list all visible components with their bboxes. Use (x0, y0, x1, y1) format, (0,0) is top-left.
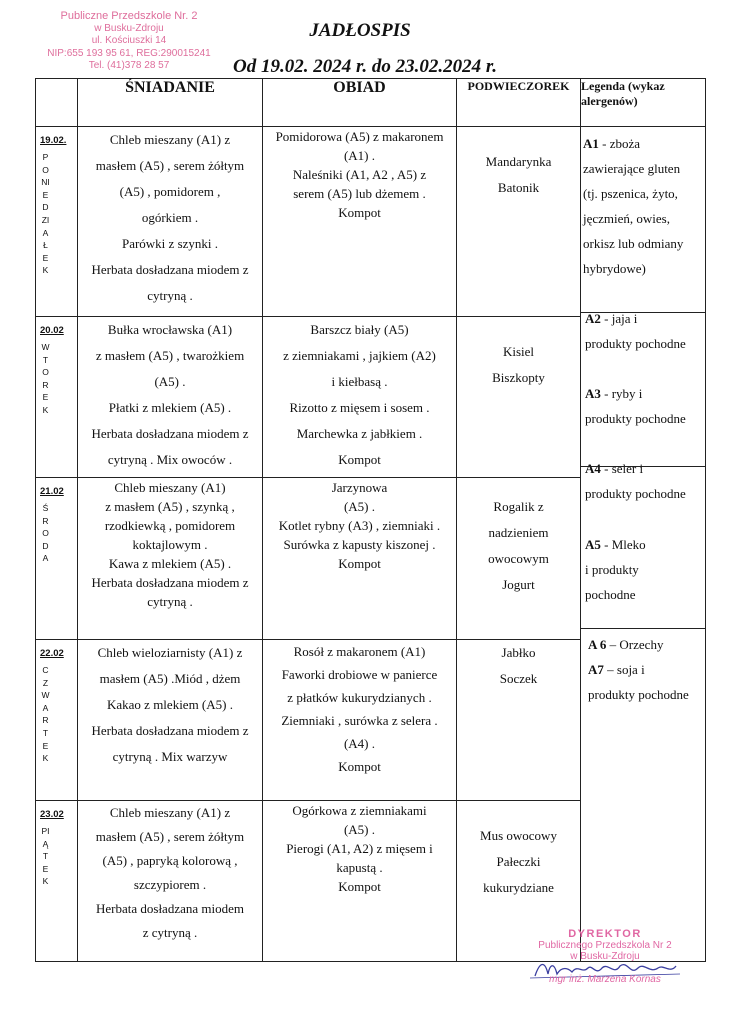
legend-code: A7 (588, 662, 604, 677)
lunch-cell: Ogórkowa z ziemniakami (A5) . Pierogi (A1, A2) z mięsem i kapustą . Kompot (263, 801, 457, 962)
legend-text: - Mleko i produkty pochodne (585, 537, 646, 602)
signature-line: Publicznego Przedszkola Nr 2 (538, 940, 672, 951)
day-date: 20.02 (40, 325, 64, 336)
day-label (36, 127, 78, 317)
legend-code: A 6 (588, 637, 607, 652)
snack-cell: Rogalik z nadzieniem owocowym Jogurt (457, 478, 581, 640)
stamp-line: NIP:655 193 95 61, REG:290015241 (47, 47, 211, 59)
legend-divider (580, 312, 706, 313)
legend-item (585, 306, 707, 356)
day-date: 19.02. (40, 135, 67, 146)
breakfast-cell: Bułka wrocławska (A1) z masłem (A5) , twarożkiem (A5) . Płatki z mlekiem (A5) . Herbata dosładzana miodem z cytryną . Mix owoców . (78, 317, 263, 478)
day-date: 23.02 (40, 809, 64, 820)
lunch-cell: Barszcz biały (A5) z ziemniakami , jajkiem (A2) i kiełbasą . Rizotto z mięsem i sosem . Marchewka z jabłkiem . Kompot (263, 317, 457, 478)
day-label (36, 317, 78, 478)
legend-code: A5 (585, 537, 601, 552)
breakfast-cell: Chleb wieloziarnisty (A1) z masłem (A5) .Miód , dżem Kakao z mlekiem (A5) . Herbata dosładzana miodem z cytryną . Mix warzyw (78, 640, 263, 801)
legend-text: – soja i produkty pochodne (588, 662, 689, 702)
legend-item (585, 456, 707, 506)
header-breakfast: ŚNIADANIE (78, 79, 263, 127)
day-name: PIĄTEK (41, 826, 50, 887)
day-label (36, 801, 78, 962)
day-date: 21.02 (40, 486, 64, 497)
signature-title: DYREKTOR (568, 928, 642, 940)
breakfast-cell: Chleb mieszany (A1) z masłem (A5) , serem żółtym (A5) , pomidorem , ogórkiem . Parówki z szynki . Herbata dosładzana miodem z cytryną . (78, 127, 263, 317)
legend-text: – Orzechy (606, 637, 664, 652)
day-name: WTOREK (41, 342, 50, 415)
legend-text: - ryby i produkty pochodne (585, 386, 686, 426)
director-signature-stamp (520, 928, 690, 985)
header-legend: Legenda (wykaz alergenów) (581, 79, 706, 127)
lunch-cell: Jarzynowa (A5) . Kotlet rybny (A3) , ziemniaki . Surówka z kapusty kiszonej . Kompot (263, 478, 457, 640)
day-label (36, 478, 78, 640)
date-range: Od 19.02. 2024 r. do 23.02.2024 r. (233, 56, 497, 77)
day-date: 22.02 (40, 648, 64, 659)
page-title: JADŁOSPIS (309, 20, 411, 41)
legend-code: A2 (585, 311, 601, 326)
legend-item (583, 131, 703, 281)
snack-cell: Mus owocowy Pałeczki kukurydziane (457, 801, 581, 962)
legend-divider (580, 628, 706, 629)
stamp-line: Publiczne Przedszkole Nr. 2 (60, 10, 198, 22)
snack-cell: Kisiel Biszkopty (457, 317, 581, 478)
snack-cell: Jabłko Soczek (457, 640, 581, 801)
corner-cell (36, 79, 78, 127)
breakfast-cell: Chleb mieszany (A1) z masłem (A5) , szynką , rzodkiewką , pomidorem koktajlowym . Kawa z mlekiem (A5) . Herbata dosładzana miodem z cytryną . (78, 478, 263, 640)
day-name: CZWARTEK (41, 665, 50, 764)
legend-text: - jaja i produkty pochodne (585, 311, 686, 351)
header-lunch: OBIAD (263, 79, 457, 127)
header-snack: PODWIECZOREK (457, 79, 581, 127)
legend-text: - seler i produkty pochodne (585, 461, 686, 501)
preschool-stamp (34, 10, 224, 73)
stamp-line: Tel. (41)378 28 57 (88, 60, 170, 71)
stamp-line: ul. Kościuszki 14 (91, 35, 167, 46)
snack-cell: Mandarynka Batonik (457, 127, 581, 317)
day-name: PONIEDZIAŁEK (41, 152, 50, 276)
day-name: ŚRODA (42, 503, 49, 564)
legend-code: A3 (585, 386, 601, 401)
signature-name: mgr inż. Marzena Kornas (549, 974, 661, 985)
stamp-line: w Busku-Zdroju (94, 22, 164, 34)
lunch-cell: Rosół z makaronem (A1) Faworki drobiowe w panierce z płatków kukurydzianych . Ziemniaki , surówka z selera . (A4) . Kompot (263, 640, 457, 801)
legend-item (585, 381, 707, 431)
legend-item (588, 657, 706, 707)
header-row (36, 79, 706, 127)
legend-text: - zboża zawierające gluten (tj. pszenica, żyto, jęczmień, owies, orkisz lub odmiany hybrydowe) (583, 136, 684, 276)
legend-item (585, 532, 707, 607)
lunch-cell: Pomidorowa (A5) z makaronem (A1) . Naleśniki (A1, A2 , A5) z serem (A5) lub dżemem . Kompot (263, 127, 457, 317)
signature-line: w Busku-Zdroju (570, 951, 640, 962)
breakfast-cell: Chleb mieszany (A1) z masłem (A5) , serem żółtym (A5) , papryką kolorową , szczypiorem . Herbata dosładzana miodem z cytryną . (78, 801, 263, 962)
legend-divider (580, 466, 706, 467)
legend-code: A1 (583, 136, 599, 151)
day-label (36, 640, 78, 801)
legend-code: A4 (585, 461, 601, 476)
legend-item (588, 632, 706, 657)
